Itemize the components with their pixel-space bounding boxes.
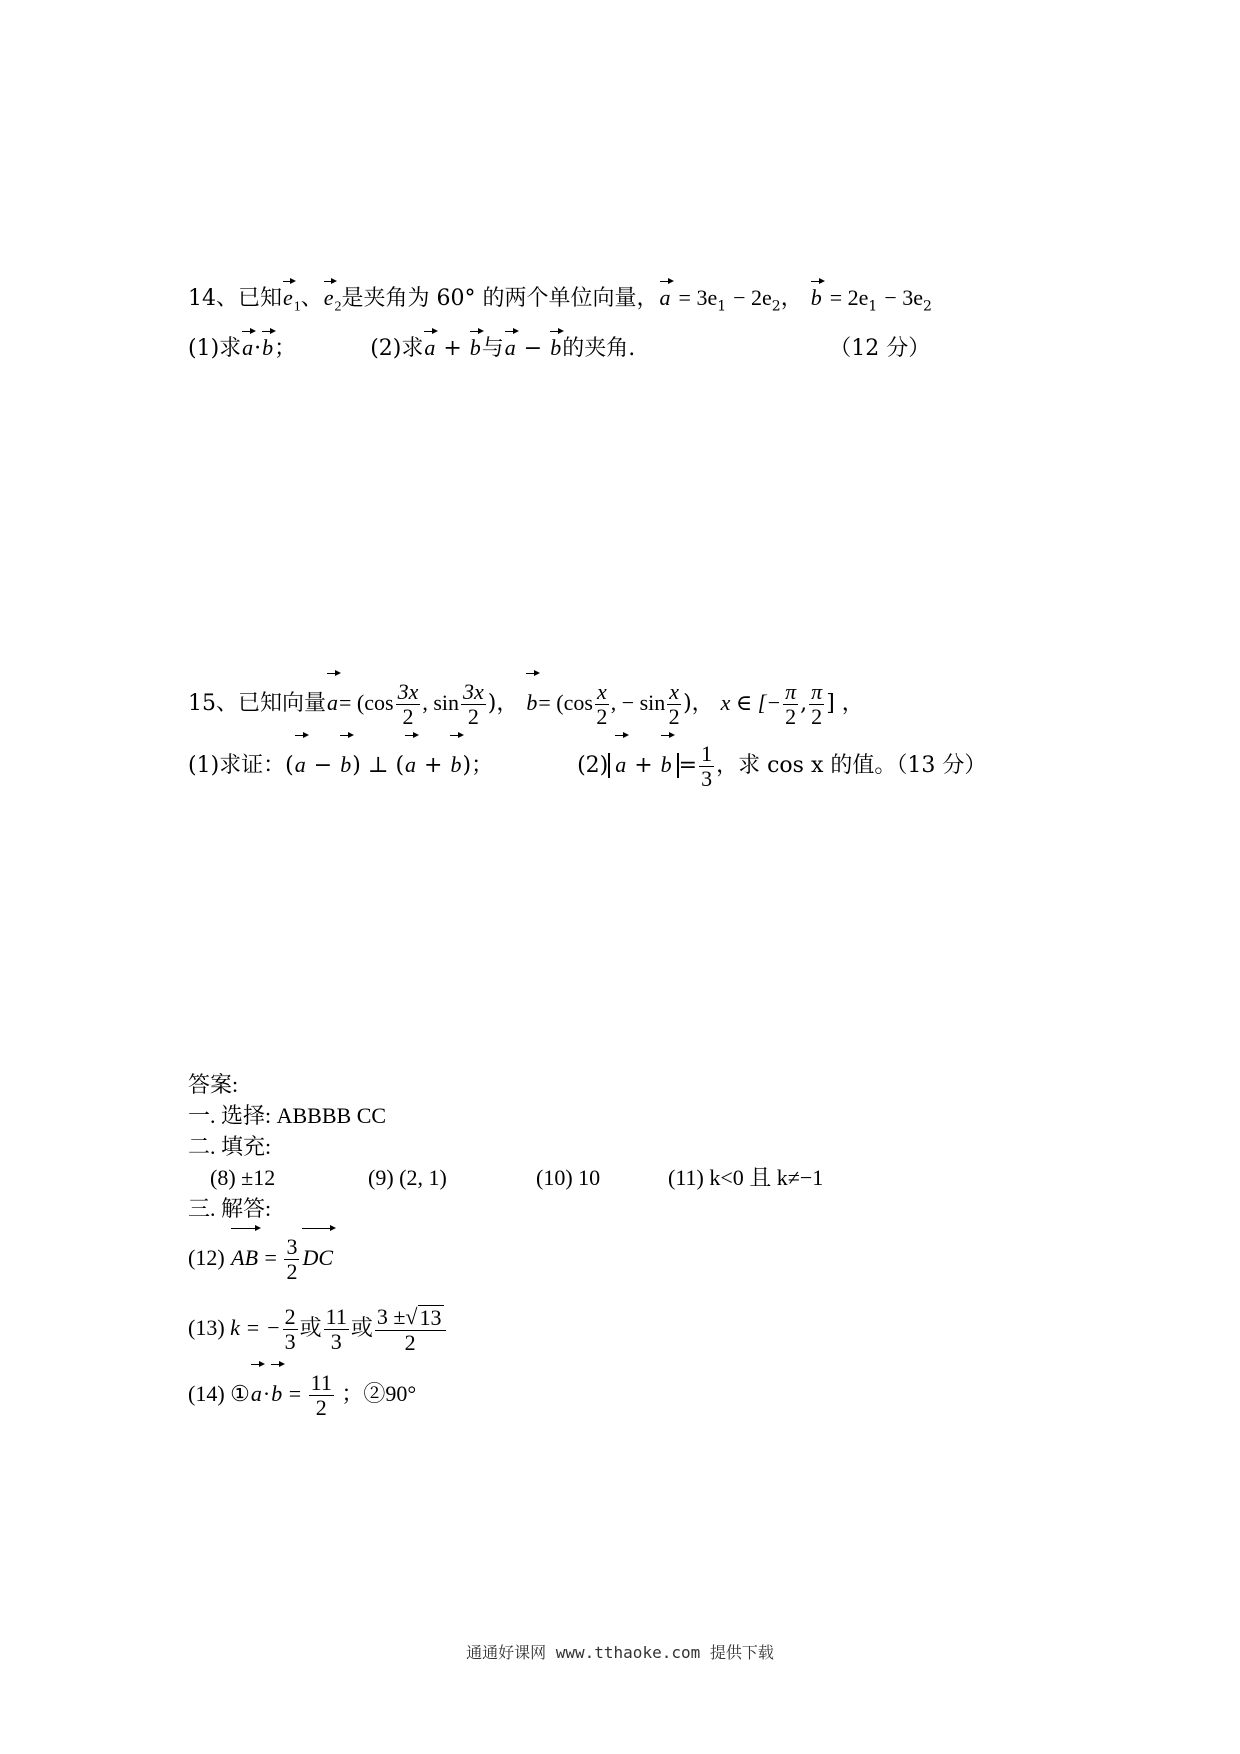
fill-item-11: (11) k<0 且 k≠−1 [668,1165,824,1190]
q14-angle-text: 是夹角为 60° 的两个单位向量， [341,286,659,311]
footer-source: 通通好课网 www.tthaoke.com 提供下载 [466,1643,774,1662]
answers-solve-header: 三. 解答: [188,1196,272,1221]
answers-fill-items [210,1163,823,1193]
vector-b: b [810,283,823,313]
answer-13: (13) k = − $\frac{2}{3}$ 或 $\frac{11}{3}$ 或 3 ±√ 13 2 [188,1300,448,1356]
q15-prefix: 15、已知向量 [188,691,326,716]
answer-12: (12) AB = $\frac{3}{2}$ DC [188,1230,334,1286]
q14-part1: (1)求 [188,336,242,361]
answers-header: 答案: [188,1072,239,1097]
q15-line1: 15、已知向量a= (cos $\frac{3x}{2}$ , sin $\frac{3x}{2}$ )， b= (cos $\frac{x}{2}$ , − sin $\frac{x}{2}$ )， x ∈ [− $\frac{\pi}{2}$ , $\frac{\pi}{2}$ ] ， [188,675,864,732]
q14-prefix: 14、已知 [188,286,282,311]
q15-line2: (1)求证：(a − b) ⊥ (a + b)； (2) a + b = $\frac{1}{3}$ ，求 cos x 的值。（13 分） [188,737,986,794]
answer-14: (14) ①a·b = $\frac{11}{2}$ ；②90° [188,1366,416,1422]
fill-item-8: (8) ±12 [210,1165,276,1190]
fill-item-9: (9) (2, 1) [368,1165,447,1190]
answers-fill-header: 二. 填充: [188,1134,272,1159]
fill-item-10: (10) 10 [536,1165,601,1190]
vector-a: a [659,283,672,313]
vector-e2: e [323,283,335,313]
q14-line2: (1)求a·b； (2)求a + b与a − b的夹角. （12 分） [188,335,931,361]
q14-score: （12 分） [829,336,931,361]
vector-e1: e [282,283,294,313]
q14-line1: 14、已知$e_1$、$e_2$是夹角为 60° 的两个单位向量，$a = 3e_1 - 2e_2$， $b = 2e_1 - 3e_2$ [188,285,932,315]
q14-part2: (2)求 [370,336,424,361]
answers-choice: 一. 选择: ABBBB CC [188,1103,387,1128]
q15-part1: (1)求证： [188,753,286,778]
q15-part2: (2) [577,753,609,778]
